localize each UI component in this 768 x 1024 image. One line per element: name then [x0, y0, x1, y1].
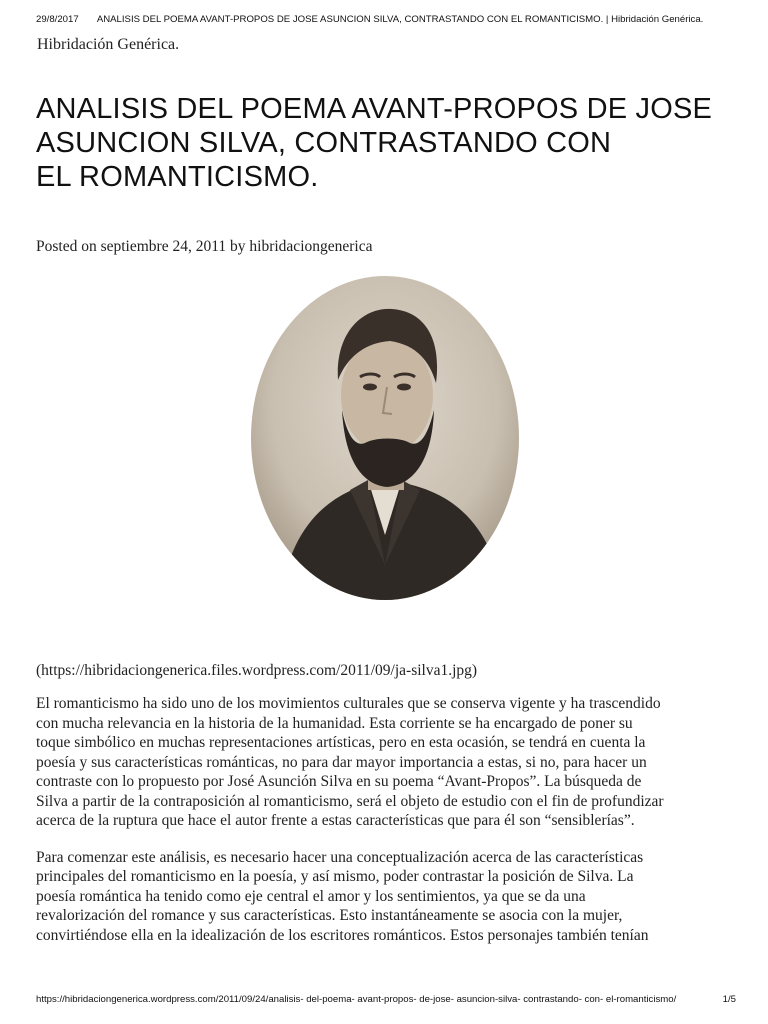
portrait-photo[interactable] [250, 275, 520, 601]
print-header [36, 14, 748, 25]
post-title-line: ANALISIS DEL POEMA AVANT-PROPOS DE JOSE [36, 93, 713, 125]
text-line: El romanticismo ha sido uno de los movimientos culturales que se conserva vigente y ha trascendido [36, 695, 661, 712]
post-content [36, 694, 736, 962]
print-page-title: ANALISIS DEL POEMA AVANT-PROPOS DE JOSE ASUNCION SILVA, CONTRASTANDO CON EL ROMANTICISMO. | Hibridación Genérica. [96, 14, 704, 25]
site-title-link[interactable]: Hibridación Genérica. [37, 36, 180, 53]
post-title [36, 92, 736, 194]
by-label: by [230, 238, 246, 255]
print-date: 29/8/2017 [36, 14, 79, 25]
post-title-line: EL ROMANTICISMO. [36, 161, 319, 193]
text-line: Para comenzar este análisis, es necesario hacer una conceptualización acerca de las características [36, 848, 644, 866]
text-line: toque simbólico en muchas representaciones artísticas, pero en esta ocasión, se tendrá en cuenta la [36, 734, 646, 751]
page-number: 1/5 [722, 994, 736, 1005]
print-footer [36, 994, 736, 1005]
posted-on-label: Posted on [36, 238, 97, 255]
post-date-link[interactable]: septiembre 24, 2011 [100, 238, 227, 255]
text-line: revalorización del romance y sus características. Esto instantáneamente se asocia con la mujer, [36, 907, 623, 924]
author-link[interactable]: hibridaciongenerica [249, 238, 373, 255]
text-line: convirtiéndose ella en la idealización de los escritores románticos. Estos personajes también tenían [36, 926, 649, 944]
print-url: https://hibridaciongenerica.wordpress.com/2011/09/24/analisis- del-poema- avant-propos- de-jose- asuncion-silva- contrastando- con- el-romanticismo/ [36, 994, 677, 1005]
text-line: Silva a partir de la contraposición al romanticismo, será el objeto de estudio con el fin de profundizar [36, 792, 664, 810]
text-line: contraste con lo propuesto por José Asunción Silva en su poema “Avant-Propos”. La búsqueda de [36, 773, 642, 790]
paragraph [36, 694, 736, 831]
paragraph [36, 848, 736, 946]
image-source-link[interactable]: (https://hibridaciongenerica.files.wordpress.com/2011/09/ja-silva1.jpg) [36, 662, 478, 679]
post-title-line: ASUNCION SILVA, CONTRASTANDO CON [36, 127, 612, 159]
text-line: principales del romanticismo en la poesía, y así mismo, poder contrastar la posición de Silva. La [36, 868, 634, 885]
text-line: acerca de la ruptura que hace el autor frente a estas características que para él son “sensiblerías”. [36, 812, 635, 829]
text-line: poesía romántica ha tenido como eje central el amor y los sentimientos, ya que se da una [36, 887, 586, 905]
text-line: poesía y sus características románticas, no para dar mayor importancia a estas, si no, para hacer un [36, 753, 647, 771]
post-meta [36, 238, 372, 256]
text-line: con mucha relevancia en la historia de la humanidad. Esta corriente se ha encargado de poner su [36, 714, 633, 732]
